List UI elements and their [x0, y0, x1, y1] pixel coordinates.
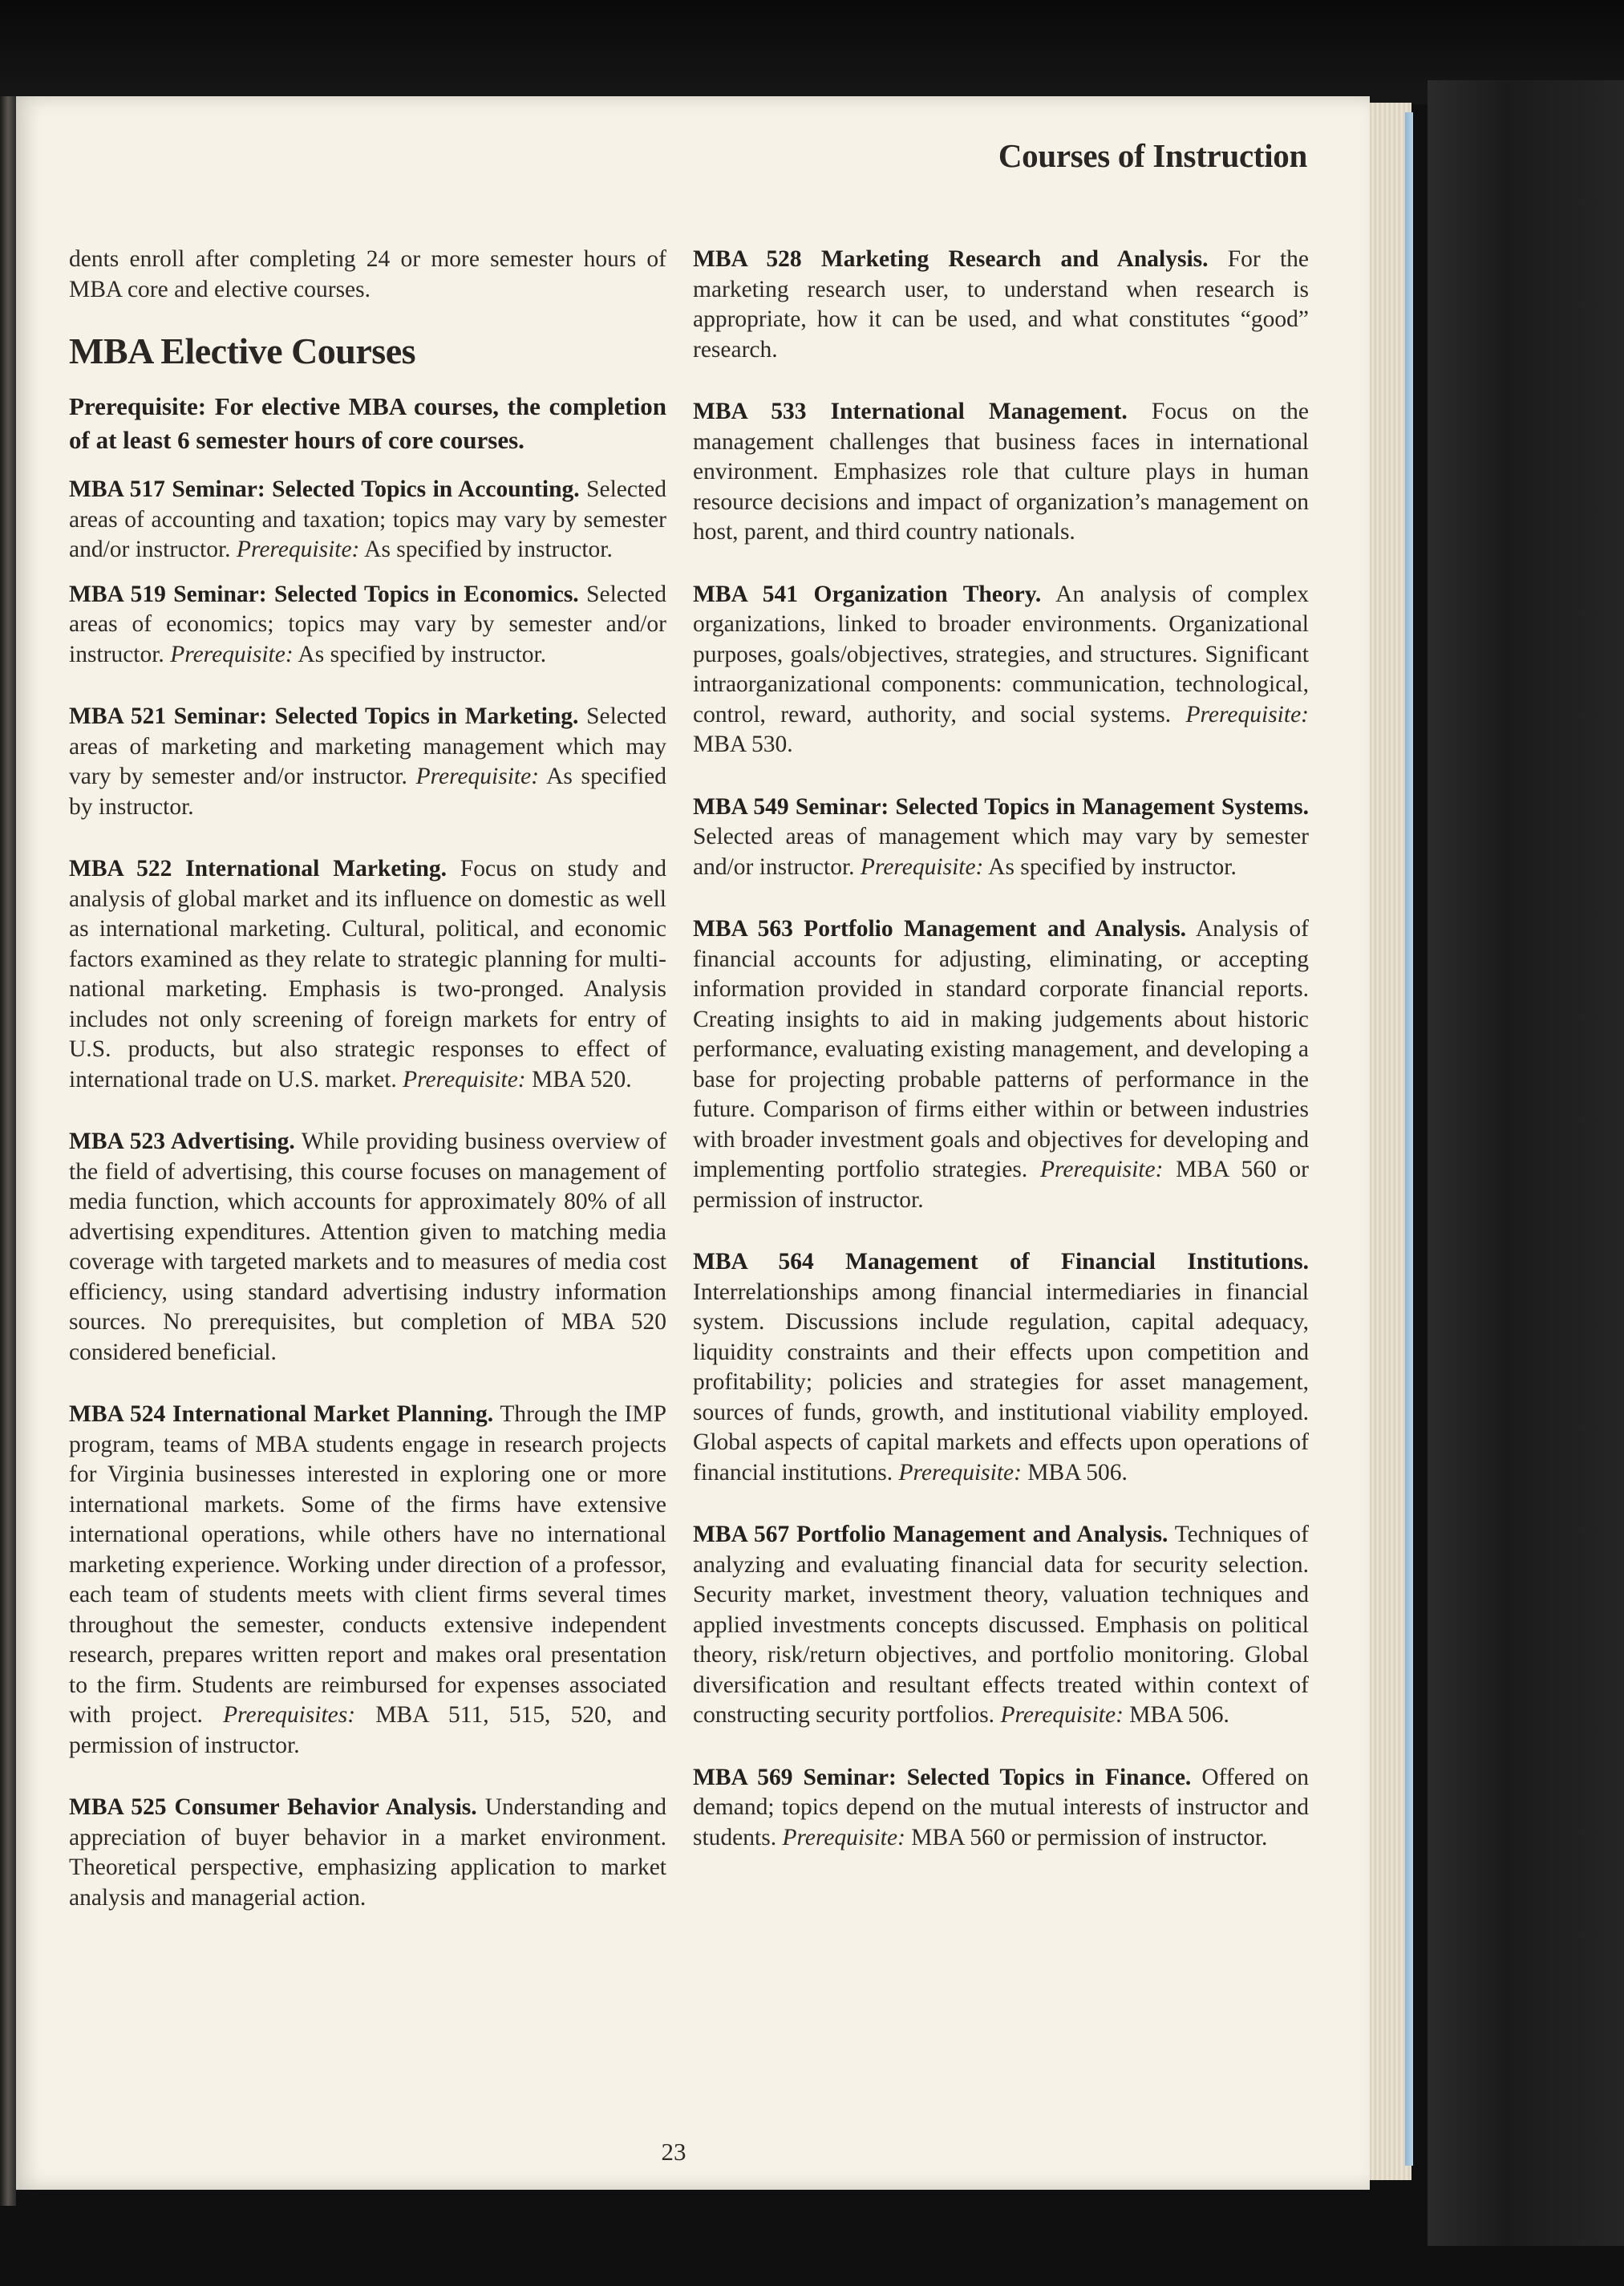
- prerequisite-label: Prerequisite:: [782, 1824, 905, 1850]
- page-edge-tint: [1405, 112, 1413, 2166]
- course-description: Selected areas of management which may vary by semester and/or instructor.: [693, 824, 1309, 880]
- intro-paragraph: dents enroll after completing 24 or more semester hours of MBA core and elective courses.: [69, 246, 666, 302]
- prerequisite-label: Prerequisite:: [415, 764, 540, 789]
- course-title: MBA 517 Seminar: Selected Topics in Accounting.: [69, 476, 580, 502]
- course-description: Focus on study and analysis of global market and its influence on domestic as well as international marketing. Cultural, political, and economic factors examined as they relate to strategic planning for multi-national marketing. Emphasis is two-pronged. Analysis includes not only screening of foreign markets for entry of U.S. products, but also strategic responses to effect of international trade on U.S. market.: [69, 856, 666, 1092]
- course-entry: [69, 854, 666, 1095]
- course-description: Selected areas of accounting and taxation; topics may vary by semester and/or instructor.: [69, 476, 666, 562]
- course-description: Interrelationships among financial intermediaries in financial system. Discussions include regulation, capital adequacy, liquidity constraints and their effects upon competition and profitability; policies and strategies for asset management, sources of funds, growth, and institutional viability employed. Global aspects of capital markets and effects upon operations of financial institutions.: [693, 1279, 1309, 1485]
- course-entry: [69, 1127, 666, 1368]
- course-description: Analysis of financial accounts for adjusting, eliminating, or accepting information provided in standard corporate financial reports. Creating insights to aid in making judgements about historic performance, evaluating existing management, and developing a base for projecting probable patterns of performance in the future. Comparison of firms either within or between industries with broader investment goals and objectives for developing and implementing portfolio strategies.: [693, 916, 1310, 1182]
- course-title: MBA 564 Management of Financial Institutions.: [693, 1249, 1309, 1275]
- prerequisite-label: Prerequisite:: [236, 537, 360, 562]
- course-entry: [69, 580, 666, 671]
- page-number: 23: [661, 2138, 686, 2166]
- prerequisite-text: MBA 506.: [1027, 1459, 1128, 1485]
- course-description: Selected areas of marketing and marketing management which may vary by semester and/or instructor.: [69, 703, 666, 789]
- course-description: Offered on demand; topics depend on the mutual interests of instructor and students.: [693, 1764, 1309, 1850]
- course-title: MBA 533 International Management.: [693, 399, 1128, 424]
- course-description: An analysis of complex organizations, linked to broader environments. Organizational purposes, goals/objectives, strategies, and structures. Significant intraorganizational components: communication, technological, control, reward, authority, and social systems.: [693, 581, 1310, 728]
- course-title: MBA 524 International Market Planning.: [69, 1401, 494, 1427]
- prerequisite-text: As specified by instructor.: [298, 641, 547, 667]
- prerequisite-label: Prerequisites:: [223, 1702, 356, 1728]
- prerequisite-label: Prerequisite:: [860, 853, 984, 880]
- course-title: MBA 567 Portfolio Management and Analysis.: [693, 1522, 1168, 1547]
- prerequisite-label: Prerequisite:: [1040, 1157, 1164, 1182]
- course-title: MBA 528 Marketing Research and Analysis.: [693, 246, 1209, 272]
- course-description: Understanding and appreciation of buyer behavior in a market environment. Theoretical perspective, emphasizing application to market analysis and managerial action.: [69, 1794, 667, 1911]
- right-column: [693, 245, 1309, 1885]
- prerequisite-text: MBA 560 or permission of instructor.: [911, 1824, 1268, 1850]
- course-entry: [693, 1763, 1309, 1854]
- section-prerequisite: Prerequisite: For elective MBA courses, the completion of at least 6 semester hours of core courses.: [69, 392, 666, 454]
- course-title: MBA 521 Seminar: Selected Topics in Marketing.: [69, 703, 579, 729]
- prerequisite-text: MBA 506.: [1129, 1702, 1229, 1728]
- prerequisite-label: Prerequisite:: [898, 1459, 1022, 1485]
- prerequisite-text: As specified by instructor.: [364, 537, 613, 562]
- course-title: MBA 563 Portfolio Management and Analysis.: [693, 916, 1187, 942]
- course-entry: [693, 914, 1309, 1215]
- page-stack-edge: [1363, 103, 1411, 2180]
- course-entry: [693, 245, 1309, 365]
- left-column: [69, 245, 666, 1945]
- course-title: MBA 569 Seminar: Selected Topics in Finance.: [693, 1764, 1192, 1790]
- course-title: MBA 519 Seminar: Selected Topics in Economics.: [69, 581, 579, 607]
- course-description: While providing business overview of the field of advertising, this course focuses on management of media function, which accounts for approximately 80% of all advertising expenditures. Attention given to matching media coverage with targeted markets and to measures of media cost efficiency, using standard advertising industry information sources. No prerequisites, but completion of MBA 520 considered beneficial.: [69, 1129, 666, 1365]
- course-title: MBA 525 Consumer Behavior Analysis.: [69, 1794, 477, 1820]
- photo-backdrop: [0, 0, 1624, 104]
- course-entry: [69, 702, 666, 822]
- prerequisite-text: As specified by instructor.: [69, 764, 666, 820]
- prerequisite-label: Prerequisite:: [1185, 701, 1309, 728]
- course-entry: [69, 1793, 666, 1913]
- running-head: Courses of Instruction: [998, 137, 1307, 174]
- prerequisite-label: Prerequisite:: [170, 641, 294, 667]
- prerequisite-label: Prerequisite:: [403, 1066, 526, 1092]
- course-entry: [693, 580, 1309, 760]
- prerequisite-text: MBA 560 or permission of instructor.: [693, 1157, 1309, 1213]
- course-entry: [69, 1400, 666, 1761]
- book-cover-edge: [1428, 80, 1624, 2246]
- book-binding: [0, 96, 16, 2206]
- course-description: Focus on the management challenges that business faces in international environment. Emphasizes role that culture plays in human resource decisions and impact of organization’s management on host, parent, and third country nationals.: [693, 399, 1309, 545]
- course-title: MBA 541 Organization Theory.: [693, 581, 1042, 607]
- course-description: Through the IMP program, teams of MBA students engage in research projects for Virginia businesses interested in exploring one or more international markets. Some of the firms have extensive international operations, while others have no international marketing experience. Working under direction of a professor, each team of students meets with client firms several times throughout the semester, conducts extensive independent research, prepares written report and makes oral presentation to the firm. Students are reimbursed for expenses associated with project.: [69, 1401, 667, 1728]
- course-description: Selected areas of economics; topics may vary by semester and/or instructor.: [69, 581, 667, 667]
- prerequisite-text: MBA 530.: [693, 732, 793, 757]
- course-entry: [693, 1247, 1309, 1488]
- course-description: Techniques of analyzing and evaluating financial data for security selection. Security market, investment theory, valuation techniques and applied investments concepts discussed. Emphasis on political theory, risk/return objectives, and portfolio monitoring. Global diversification and resultant effects treated within context of constructing security portfolios.: [693, 1522, 1310, 1728]
- prerequisite-text: As specified by instructor.: [988, 853, 1237, 880]
- section-heading: MBA Elective Courses: [69, 330, 416, 371]
- course-description: For the marketing research user, to understand when research is appropriate, how it can be used, and what constitutes “good” research.: [693, 246, 1309, 363]
- prerequisite-text: MBA 511, 515, 520, and permission of instructor.: [69, 1702, 667, 1758]
- prerequisite-text: MBA 520.: [532, 1066, 632, 1092]
- left-course-list: [69, 475, 666, 1913]
- course-entry: [693, 792, 1309, 883]
- course-title: MBA 522 International Marketing.: [69, 856, 447, 882]
- course-title: MBA 549 Seminar: Selected Topics in Management Systems.: [693, 793, 1309, 820]
- course-entry: [693, 397, 1309, 548]
- course-entry: [693, 1520, 1309, 1731]
- course-title: MBA 523 Advertising.: [69, 1129, 295, 1154]
- course-entry: [69, 475, 666, 565]
- prerequisite-label: Prerequisite:: [1000, 1702, 1124, 1728]
